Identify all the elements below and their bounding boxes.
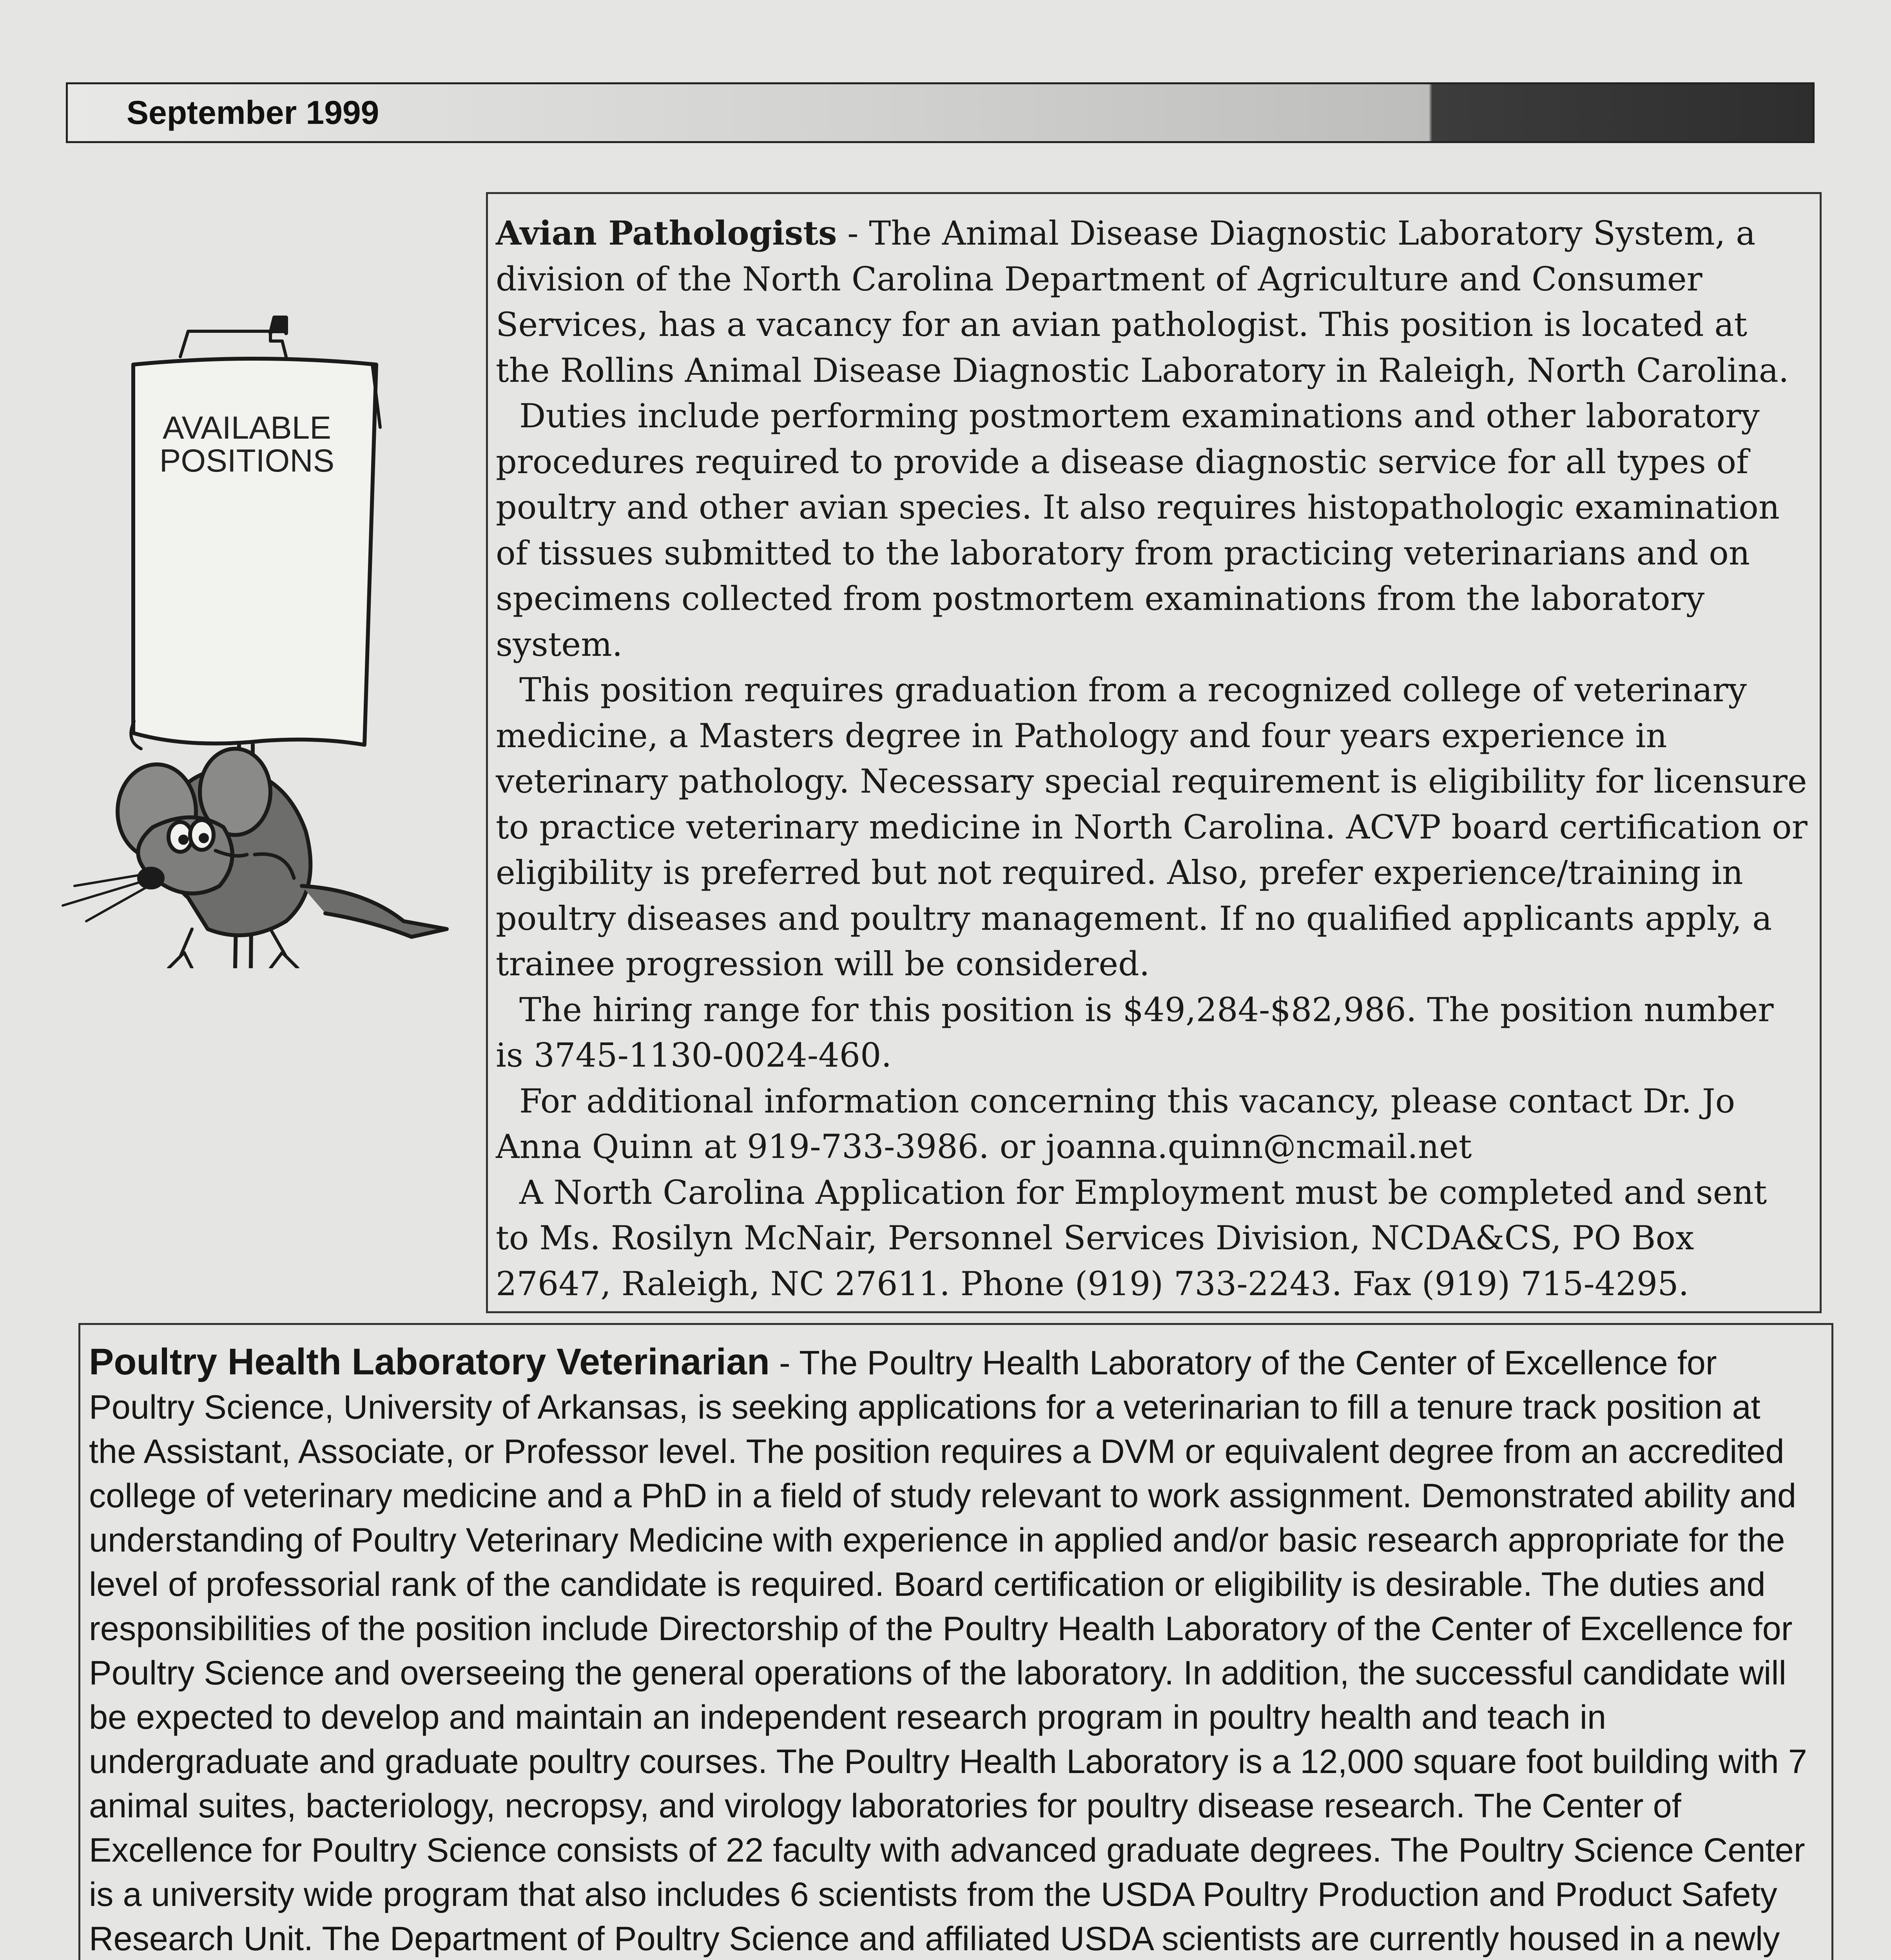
poultry-veterinarian-ad: [78, 1323, 1833, 1960]
avian-paragraph-2: Duties include performing postmortem examinations and other laboratory procedures required to provide a disease diagnostic service for all types of poultry and other avian species. It also requires histopathologic examination of tissues submitted to the laboratory from practicing veterinarians and on specimens collected from postmortem examinations from the laboratory system.: [496, 397, 1780, 664]
avian-paragraph-6: A North Carolina Application for Employment must be completed and sent to Ms. Rosilyn McNair, Personnel Services Division, NCDA&CS, PO Box 27647, Raleigh, NC 27611. Phone (919) 733-2243. Fax (919) 715-4295.: [496, 1173, 1767, 1303]
header-bar: [66, 82, 1815, 143]
sign-text: [157, 412, 337, 477]
avian-paragraph-4: The hiring range for this position is $49,284-$82,986. The position number is 3745-1130-0024-460.: [496, 990, 1774, 1074]
issue-date: September 1999: [127, 94, 379, 131]
avian-intro: - The Animal Disease Diagnostic Laboratory System, a division of the North Carolina Department of Agriculture and Consumer Services, has a vacancy for an avian pathologist. This position is located at the Rollins Animal Disease Diagnostic Laboratory in Raleigh, North Carolina.: [496, 214, 1789, 390]
avian-paragraph-1: [496, 211, 1808, 393]
mouse-holding-sign-icon: [51, 310, 451, 968]
poultry-title: Poultry Health Laboratory Veterinarian: [89, 1341, 770, 1383]
poultry-paragraph: [89, 1340, 1816, 1960]
avian-pathologists-ad: [486, 192, 1822, 1313]
avian-title: Avian Pathologists: [496, 214, 837, 252]
sign-line-positions: POSITIONS: [159, 443, 335, 479]
poultry-body: - The Poultry Health Laboratory of the Center of Excellence for Poultry Science, University of Arkansas, is seeking applications for a veterinarian to fill a tenure track position at the Assistant, Associate, or Professor level. The position requires a DVM or equivalent degree from an accredited college of veterinary medicine and a PhD in a field of study relevant to work assignment. Demonstrated ability and understanding of Poultry Veterinary Medicine with experience in applied and/or basic research appropriate for the level of professorial rank of the candidate is required. Board certification or eligibility is desirable. The duties and responsibilities of the position include Directorship of the Poultry Health Laboratory of the Center of Excellence for Poultry Science and overseeing the general operations of the laboratory. In addition, the successful candidate will be expected to develop and maintain an independent research program in poultry health and teach in undergraduate and graduate poultry courses. The Poultry Health Laboratory is a 12,000 square foot building with 7 animal suites, bacteriology, necropsy, and virology laboratories for poultry disease research. The Center of Excellence for Poultry Science consists of 22 faculty with advanced graduate degrees. The Poultry Science Center is a university wide program that also includes 6 scientists from the USDA Poultry Production and Product Safety Research Unit. The Department of Poultry Science and affiliated USDA scientists are currently housed in a newly: [89, 1344, 1807, 1958]
avian-paragraph-3: This position requires graduation from a recognized college of veterinary medicine, a Masters degree in Pathology and four years experience in veterinary pathology. Necessary special requirement is eligibility for licensure to practice veterinary medicine in North Carolina. ACVP board certification or eligibility is preferred but not required. Also, prefer experience/training in poultry diseases and poultry management. If no qualified applicants apply, a trainee progression will be considered.: [496, 671, 1808, 983]
avian-paragraph-5: For additional information concerning this vacancy, please contact Dr. Jo Anna Quinn at 919-733-3986. or joanna.quinn@ncmail.net: [496, 1082, 1735, 1166]
sign-line-available: AVAILABLE: [163, 410, 331, 446]
